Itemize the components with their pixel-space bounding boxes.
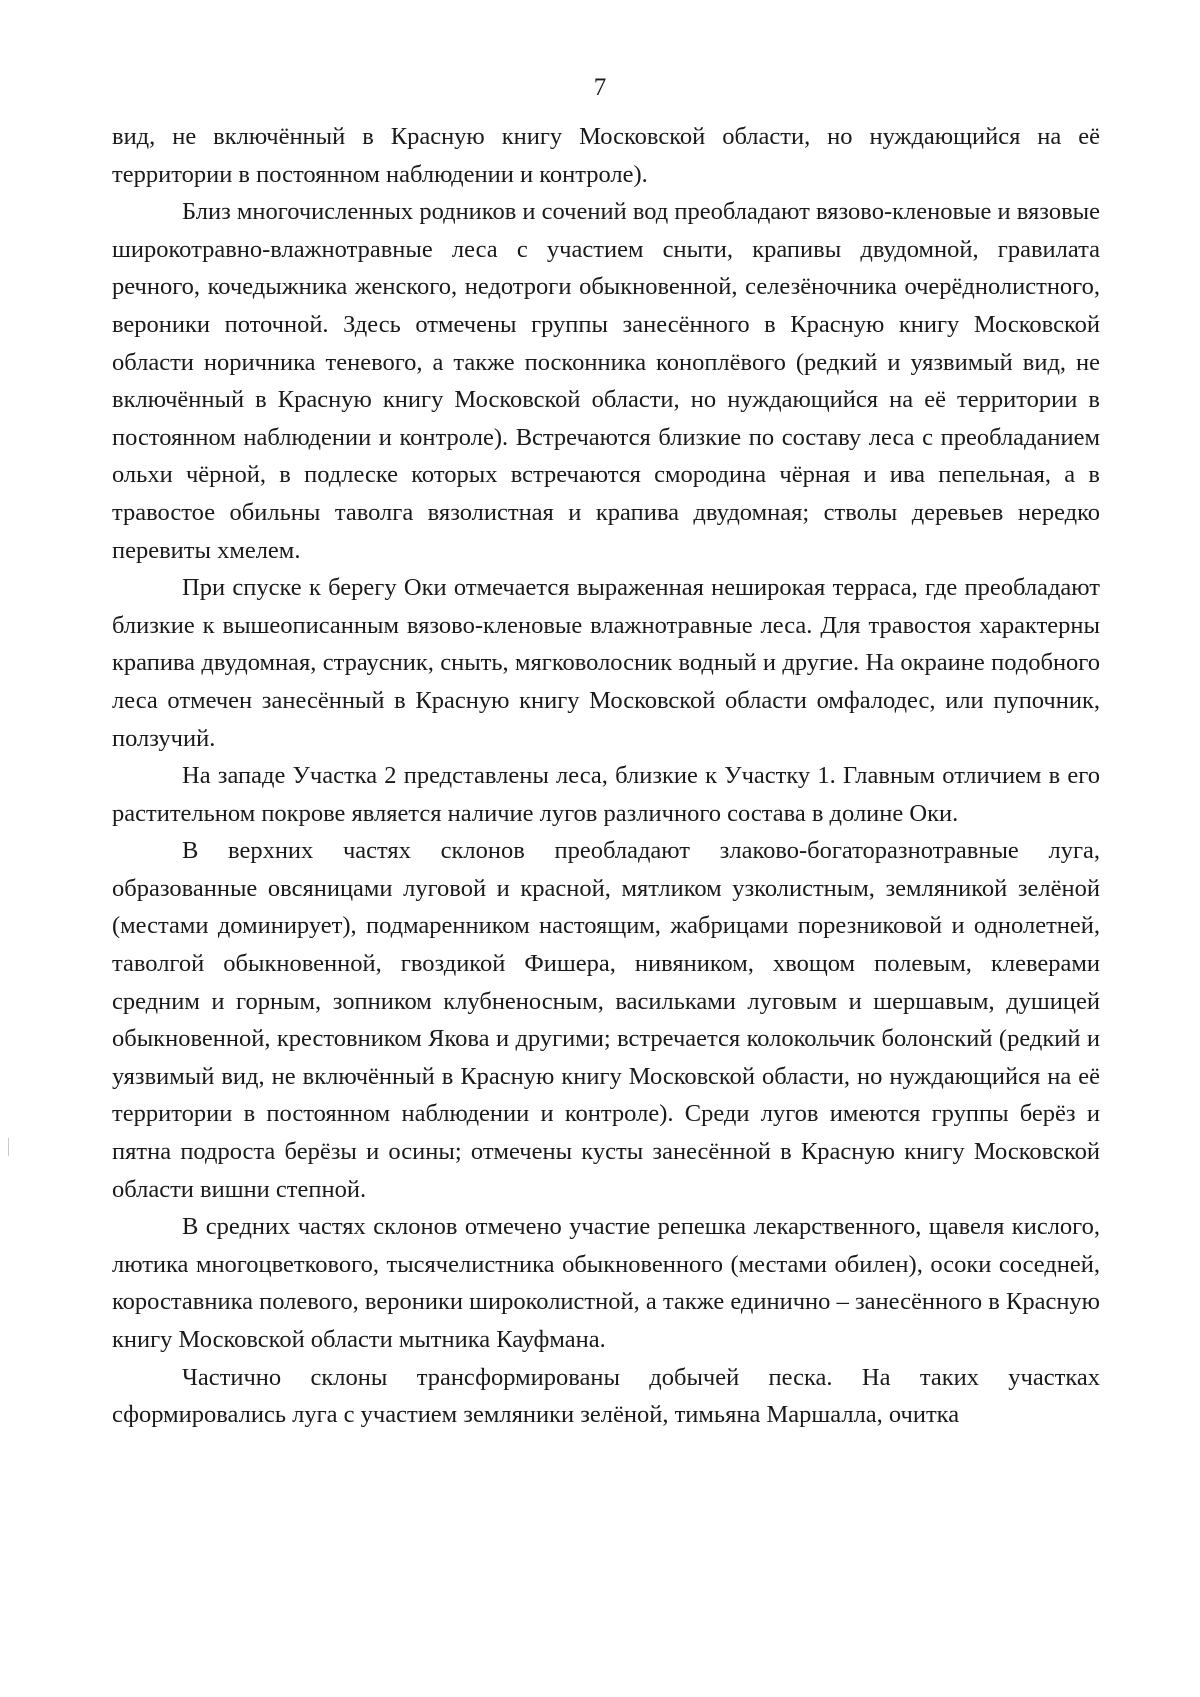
paragraph-upper-slopes: В верхних частях склонов преобладают злаково-богаторазнотравные луга, образованные овсяницами луговой и красной, мятликом узколистным, земляникой зелёной (местами доминирует), подмаренником настоящим, жабрицами порезниковой и однолетней, таволгой обыкновенной, гвоздикой Фишера, нивяником, хвощом полевым, клеверами средним и горным, зопником клубненосным, васильками луговым и шершавым, душицей обыкновенной, крестовником Якова и другими; встречается колокольчик болонский (редкий и уязвимый вид, не включённый в Красную книгу Московской области, но нуждающийся на её территории в постоянном наблюдении и контроле). Среди лугов имеются группы берёз и пятна подроста берёзы и осины; отмечены кусты занесённой в Красную книгу Московской области вишни степной. <box>112 837 1100 1203</box>
paragraph-oka-terrace: При спуске к берегу Оки отмечается выраженная неширокая терраса, где преобладают близкие к вышеописанным вязово-кленовые влажнотравные леса. Для травостоя характерны крапива двудомная, страусник, сныть, мягковолосник водный и другие. На окраине подобного леса отмечен занесённый в Красную книгу Московской области омфалодес, или пупочник, ползучий. <box>112 574 1100 752</box>
paragraph-site-2-west: На западе Участка 2 представлены леса, близкие к Участку 1. Главным отличием в его растительном покрове является наличие лугов различного состава в долине Оки. <box>112 762 1100 827</box>
paragraph-springs-forests: Близ многочисленных родников и сочений вод преобладают вязово-кленовые и вязовые широкотравно-влажнотравные леса с участием сныти, крапивы двудомной, гравилата речного, кочедыжника женского, недотроги обыкновенной, селезёночника очерёднолистного, вероники поточной. Здесь отмечены группы занесённого в Красную книгу Московской области норичника теневого, а также посконника коноплёвого (редкий и уязвимый вид, не включённый в Красную книгу Московской области, но нуждающийся на её территории в постоянном наблюдении и контроле). Встречаются близкие по составу леса с преобладанием ольхи чёрной, в подлеске которых встречаются смородина чёрная и ива пепельная, а в травостое обильны таволга вязолистная и крапива двудомная; стволы деревьев нередко перевиты хмелем. <box>112 198 1100 564</box>
paragraph-sand-extraction: Частично склоны трансформированы добычей песка. На таких участках сформировались луга с участием земляники зелёной, тимьяна Маршалла, очитка <box>112 1363 1100 1429</box>
body-text <box>112 118 1100 1434</box>
scan-mark <box>8 1138 9 1156</box>
paragraph-continuation: вид, не включённый в Красную книгу Московской области, но нуждающийся на её территории в постоянном наблюдении и контроле). <box>112 123 1100 188</box>
paragraph-middle-slopes: В средних частях склонов отмечено участие репешка лекарственного, щавеля кислого, лютика многоцветкового, тысячелистника обыкновенного (местами обилен), осоки соседней, короставника полевого, вероники широколистной, а также единично – занесённого в Красную книгу Московской области мытника Кауфмана. <box>112 1213 1100 1353</box>
page-number: 7 <box>593 74 607 101</box>
